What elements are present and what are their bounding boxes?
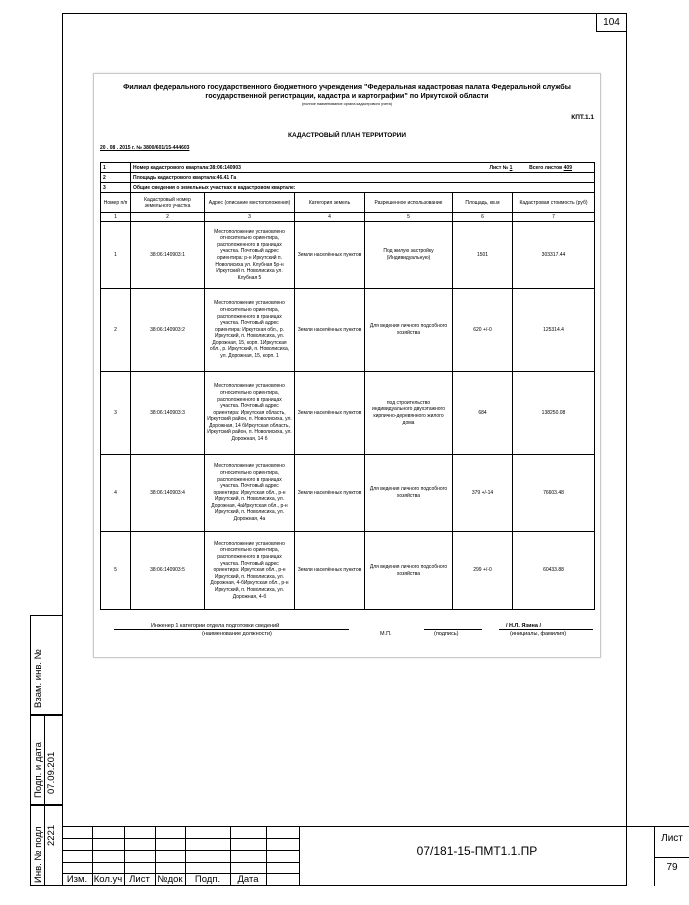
general-info: Общие сведения о земельных участках в кадастровом квартале: [131,183,595,193]
table-row [101,532,595,610]
area: 1501 [453,222,513,289]
org-line-2: государственной регистрации, кадастра и картографии" по Иркутской области [205,90,489,100]
stamp-podp-value: 07.09.201 [46,751,57,794]
permitted-use: Для ведения личного подсобного хозяйства [365,455,453,532]
land-category: Земли населённых пунктов [295,222,365,289]
info-row-area [101,173,595,183]
permitted-use: под строительство индивидуального двухэтажного кирпично-деревянного жилого дома [365,372,453,455]
label-podp: Подп. [194,874,221,885]
address: Местоположение установлено относительно ориентира, расположенного в границах участка. Почтовый адрес ориентира: Иркутская обл., р-н Иркутский, п. Новолисиха, ул. Дорожная, 4-бИркутская обл., р-н Иркутский, п. Новолисиха, ул. Дорожная, 4-б [205,532,295,610]
name-line [499,629,593,630]
stamp-place: М.П. [380,631,392,637]
info-no: 2 [101,173,131,183]
cadastral-value: 125314.4 [513,289,595,372]
revision-grid [62,826,299,886]
col-header: Площадь, кв.м [453,193,513,213]
col-number: 6 [453,213,513,222]
name-caption: (инициалы, фамилия) [510,631,567,637]
stamp-podp-label: Подп. и дата [33,742,44,798]
document-code: 07/181-15-ПМТ1.1.ПР [299,826,654,886]
table-row [101,455,595,532]
stamp-divider [44,715,45,886]
col-number: 2 [131,213,205,222]
table-row [101,222,595,289]
stamp-vzam-label: Взам. инв. № [33,649,44,708]
info-no: 3 [101,183,131,193]
land-category: Земли населённых пунктов [295,455,365,532]
org-note: (полное наименование органа кадастрового учета) [301,102,393,106]
col-number: 3 [205,213,295,222]
org-line-1: Филиал федерального государственного бюджетного учреждения "Федеральная кадастровая палата Федеральной службы [123,82,571,91]
sheet-number: 79 [655,857,689,873]
col-number: 7 [513,213,595,222]
col-number: 1 [101,213,131,222]
sheet-box [654,826,689,886]
address: Местоположение установлено относительно ориентира, расположенного в границах участка. Почтовый адрес ориентира: Иркутская обл., р-н Иркутский, п. Новолисиха, ул. Дорожная, 4аИркутская обл., р-н Иркутский, п. Новолисиха, ул. Дорожная, 4а [205,455,295,532]
page-number: 104 [596,13,627,32]
column-number-row [101,213,595,222]
table-row [101,289,595,372]
document-title: КАДАСТРОВЫЙ ПЛАН ТЕРРИТОРИИ [287,132,407,139]
address: Местоположение установлено относительно ориентира, расположенного в границах участка. Почтовый адрес ориентира: р-н Иркутский п. Новолисиха ул. Клубная 5р-н Иркутский п. Новолисиха ул. Клубная 5 [205,222,295,289]
stamp-inv-value: 2221 [46,824,57,846]
quarter-area: Площадь кадастрового квартала:46.41 Га [131,173,595,183]
table-row [101,372,595,455]
label-kol-uch: Кол.уч [93,874,123,885]
signature-caption: (подпись) [434,631,459,637]
info-row-quarter [101,163,595,173]
land-category: Земли населённых пунктов [295,289,365,372]
area: 379 +/-14 [453,455,513,532]
info-row-general [101,183,595,193]
col-header: Категория земель [295,193,365,213]
parcels-table [100,162,595,610]
organization-header [94,83,600,100]
stamp-inv-label: Инв. № подл [33,826,44,883]
area: 684 [453,372,513,455]
info-no: 1 [101,163,131,173]
label-data: Дата [237,874,259,885]
col-header: Номер п/п [101,193,131,213]
sheet-no: 1 [509,164,513,171]
total-sheets-label: Всего листов [529,164,563,171]
address: Местоположение установлено относительно ориентира, расположенного в границах участка. Почтовый адрес ориентира: Иркутская область, Иркутский район, п. Новолисиха, ул. Дорожная, 14 бИркутская область, Иркутский район, п. Новолисиха, ул. Дорожная, 14 б [205,372,295,455]
sheet-label: Лист № [489,164,509,171]
permitted-use: Под жилую застройку (Индивидуальную) [365,222,453,289]
cadastral-value: 303317.44 [513,222,595,289]
signature-line [424,629,482,630]
stamp-vzam-cell [30,615,62,715]
position-caption: (наименование должности) [202,631,272,637]
row-no: 4 [101,455,131,532]
form-code: КПТ.1.1 [571,114,594,121]
document-date-number: 20 . 08 . 2015 г. № 3800/601/15-444603 [100,145,190,151]
cadastral-number: 38:06:140903:1 [131,222,205,289]
col-header: Кадастровая стоимость (руб) [513,193,595,213]
cadastral-number: 38:06:140903:3 [131,372,205,455]
label-izm: Изм. [66,874,88,885]
row-no: 5 [101,532,131,610]
stamp-inv-cell [30,805,62,886]
position-line [114,629,349,630]
cadastral-number: 38:06:140903:5 [131,532,205,610]
label-list: Лист [129,874,150,885]
stamp-podp-cell [30,715,62,805]
total-sheets: 409 [563,164,572,171]
col-header: Адрес (описание местоположения) [205,193,295,213]
row-no: 3 [101,372,131,455]
label-ndok: №док [157,874,183,885]
land-category: Земли населённых пунктов [295,532,365,610]
cadastral-number: 38:06:140903:4 [131,455,205,532]
title-block [62,826,683,886]
permitted-use: Для ведения личного подсобного хозяйства [365,289,453,372]
row-no: 1 [101,222,131,289]
col-number: 4 [295,213,365,222]
cadastral-value: 60433.88 [513,532,595,610]
table-header [101,193,595,213]
area: 620 +/-0 [453,289,513,372]
signature-block [94,622,600,652]
area: 299 +/-0 [453,532,513,610]
permitted-use: Для ведения личного подсобного хозяйства [365,532,453,610]
signer-position: Инженер 1 категории отдела подготовки сведений [151,623,280,629]
col-header: Разрешенное использование [365,193,453,213]
signer-name: / Н.Л. Язина / [506,623,541,629]
quarter-number: Номер кадастрового квартала:38:06:140903 [133,164,241,171]
land-category: Земли населённых пунктов [295,372,365,455]
cadastral-value: 76603.48 [513,455,595,532]
col-number: 5 [365,213,453,222]
sheet-label: Лист [661,833,683,844]
row-no: 2 [101,289,131,372]
address: Местоположение установлено относительно ориентира, расположенного в границах участка. Почтовый адрес ориентира: Иркутская обл., р. Иркутский, п. Новолисиха, ул. Дорожная, 15, корп. 1Иркутская обл., р. Иркутский, п. Новолисиха, ул. Дорожная, 15, корп. 1 [205,289,295,372]
cadastral-plan-document [93,73,601,658]
cadastral-number: 38:06:140903:2 [131,289,205,372]
cadastral-value: 138250.08 [513,372,595,455]
col-header: Кадастровый номер земельного участка [131,193,205,213]
